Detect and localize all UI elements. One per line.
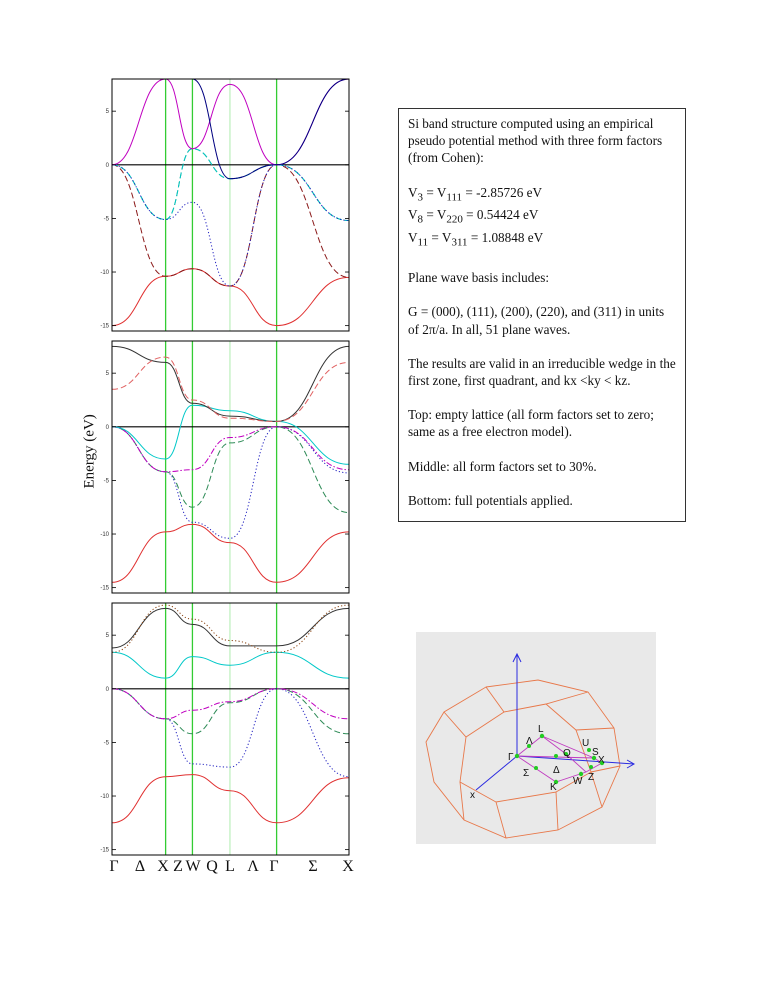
band-bottom-2 (112, 689, 349, 734)
y-tick-label: 5 (105, 633, 109, 640)
band-top-0 (112, 269, 349, 326)
basis-text: Plane wave basis includes: (408, 270, 549, 286)
bz-labels (470, 724, 605, 801)
y-tick-label: -10 (100, 794, 109, 801)
y-tick-label: -5 (103, 216, 109, 223)
form-factor-v11: $V_{11} = V_{311} = 1.08848$ eV (408, 230, 544, 249)
band-middle-2 (112, 427, 349, 513)
bz-label-delta: Δ (553, 765, 560, 776)
x-tick-q: Q (206, 858, 218, 875)
band-top-3 (112, 149, 349, 221)
intro-text: Si band structure computed using an empirical pseudo potential method with three form factors (from Cohen): (408, 116, 663, 166)
band-top-1 (112, 165, 349, 286)
g-vectors-text: G = (000), (111), (200), (220), and (311) in units of 2π/a. In all, 51 plane waves. (408, 304, 665, 337)
form-factor-v8: $V_8 = V_{220} = 0.54424$ eV (408, 207, 539, 227)
x-tick-gamma: Γ (109, 858, 119, 875)
y-tick-label: -15 (100, 847, 109, 854)
band-middle-6 (112, 357, 349, 421)
validity-text: The results are valid in an irreducible wedge in the first zone, first quadrant, and kx <ky < kz. (408, 355, 676, 388)
panel-bottom (100, 603, 349, 855)
bz-label-q: Q (563, 748, 571, 759)
band-bottom-3 (112, 689, 349, 719)
band-top-4 (112, 165, 349, 286)
band-middle-0 (112, 524, 349, 582)
x-axis-tick-row (0, 858, 768, 878)
y-tick-label: -15 (100, 323, 109, 330)
band-bottom-0 (112, 775, 349, 823)
bottom-panel-note: Bottom: full potentials applied. (408, 492, 573, 508)
x-tick-l: L (225, 858, 235, 875)
y-tick-label: 0 (105, 162, 109, 169)
y-tick-label: -10 (100, 532, 109, 539)
band-middle-3 (112, 427, 349, 472)
bz-label-u: U (582, 738, 590, 749)
y-tick-label: -15 (100, 585, 109, 592)
y-tick-label: -5 (103, 478, 109, 485)
description-box (398, 108, 686, 522)
x-tick-lambda: Λ (247, 858, 259, 875)
panel-middle (100, 341, 349, 593)
x-tick-delta: Δ (134, 858, 146, 875)
x-tick-sigma: Σ (308, 858, 318, 875)
y-tick-label: -10 (100, 270, 109, 277)
top-panel-note: Top: empty lattice (all form factors set to zero; same as a free electron model). (408, 407, 654, 440)
panel-frame (112, 79, 349, 331)
panel-top (100, 79, 349, 331)
bz-label-s: S (592, 747, 599, 758)
band-top-2 (112, 149, 349, 221)
bz-label-axis-x: x (470, 790, 475, 801)
y-tick-label: 0 (105, 686, 109, 693)
x-tick-z: Z (173, 858, 183, 875)
band-top-6 (112, 79, 349, 179)
y-tick-label: 5 (105, 371, 109, 378)
band-bottom-6 (112, 605, 349, 652)
form-factor-v3: $V_3 = V_{111} = -2.85726$ eV (408, 184, 543, 204)
y-axis-label: Energy (eV) (81, 414, 98, 489)
y-tick-label: -5 (103, 740, 109, 747)
band-middle-5 (112, 346, 349, 421)
x-tick-gamma-2: Γ (269, 858, 279, 875)
bz-label-k: K (550, 782, 557, 793)
bz-label-z: Z (588, 772, 595, 783)
band-bottom-4 (112, 652, 349, 678)
x-tick-x: X (157, 858, 169, 875)
x-tick-x-2: X (342, 858, 354, 875)
y-tick-label: 5 (105, 109, 109, 116)
bz-label-x: X (598, 755, 605, 766)
bz-label-w: W (573, 776, 583, 787)
zone-outline (426, 680, 620, 838)
bz-label-l: L (538, 724, 544, 735)
band-middle-4 (112, 405, 349, 464)
middle-panel-note: Middle: all form factors set to 30%. (408, 458, 597, 474)
band-top-5 (112, 79, 349, 165)
brillouin-zone-diagram (416, 632, 656, 844)
x-tick-w: W (185, 858, 201, 875)
panel-frame (112, 341, 349, 593)
bz-label-sigma: Σ (523, 768, 530, 779)
panel-frame (112, 603, 349, 855)
bz-label-lambda: Λ (526, 736, 533, 747)
bz-label-gamma: Γ (508, 752, 514, 763)
y-tick-label: 0 (105, 424, 109, 431)
